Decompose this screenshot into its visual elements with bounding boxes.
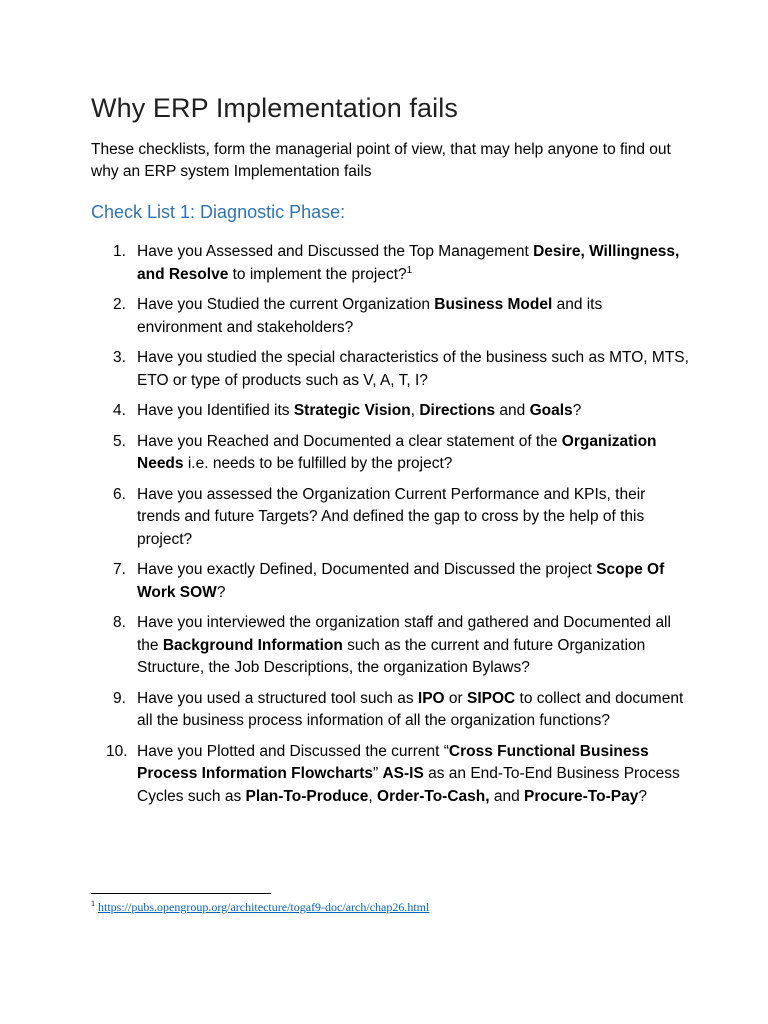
section-heading: Check List 1: Diagnostic Phase:	[91, 202, 346, 222]
checklist-item-emphasis: Procure-To-Pay	[524, 787, 639, 805]
checklist-item-text: Have you Studied the current Organization	[137, 296, 435, 313]
checklist-item-emphasis: Cross Functional Business Process Information Flowcharts	[137, 742, 649, 782]
checklist-item-text: Have you Reached and Documented a clear statement of the	[137, 432, 562, 450]
checklist-item-emphasis: Scope Of Work SOW	[137, 561, 665, 601]
checklist-item-number: 5.	[113, 432, 126, 450]
footnote-marker: 1	[91, 899, 95, 908]
checklist-item-text: to collect and document all the business process information of all the organization functions?	[137, 689, 684, 729]
checklist-item-number: 3.	[113, 349, 126, 366]
checklist-item-text: ?	[638, 787, 647, 805]
checklist-item-number: 8.	[113, 614, 126, 631]
checklist-item-text: ,	[368, 787, 378, 805]
checklist-item-text: Have you Plotted and Discussed the current “	[137, 742, 449, 760]
checklist-item-text: ?	[572, 402, 582, 419]
checklist-item-emphasis: Desire, Willingness, and Resolve	[137, 243, 680, 283]
checklist-item-emphasis: Strategic Vision	[293, 402, 411, 419]
checklist-item	[91, 484, 691, 552]
page-title: Why ERP Implementation fails	[91, 93, 458, 123]
checklist-item-emphasis: Organization Needs	[137, 432, 657, 472]
checklist-item-number: 2.	[113, 296, 126, 313]
checklist-item-number: 10.	[106, 742, 128, 760]
checklist-item-text: as an End-To-End Business Process Cycles such as	[137, 765, 680, 805]
checklist-item-emphasis: AS-IS	[382, 765, 424, 782]
checklist-item-text: and	[489, 787, 525, 805]
checklist-item-emphasis: Business Model	[434, 296, 553, 313]
checklist-item	[91, 559, 691, 604]
checklist-item-emphasis: Background Information	[162, 636, 343, 654]
footnote-separator	[91, 893, 271, 894]
checklist-item	[91, 400, 691, 423]
checklist-item-number: 4.	[113, 402, 126, 419]
checklist-item	[91, 612, 691, 680]
checklist-item	[91, 347, 691, 392]
checklist-item-text: and its environment and stakeholders?	[137, 296, 603, 336]
footnote	[91, 900, 429, 915]
intro-paragraph: These checklists, form the managerial point of view, that may help anyone to find out why an ERP system Implementation fails	[91, 141, 671, 180]
checklist-item-number: 6.	[113, 485, 126, 503]
checklist-item	[91, 294, 691, 339]
checklist-item-text: or	[444, 689, 467, 707]
checklist-item-number: 1.	[113, 243, 126, 260]
checklist-item-emphasis: Order-To-Cash,	[377, 787, 490, 805]
footnote-reference: 1	[406, 264, 413, 276]
checklist-item-text: Have you Assessed and Discussed the Top Management	[137, 243, 534, 260]
checklist-item-emphasis: Directions	[419, 402, 496, 419]
checklist-item-text: and	[495, 402, 530, 419]
checklist-item-text: Have you studied the special characteristics of the business such as MTO, MTS, ETO or type of products such as V, A, T, I?	[137, 349, 689, 389]
checklist-item-number: 7.	[113, 561, 126, 578]
checklist-item-number: 9.	[113, 689, 126, 707]
checklist-item-text: Have you assessed the Organization Current Performance and KPIs, their trends and future Targets? And defined the gap to cross by the help of this project?	[137, 485, 646, 548]
checklist-item	[91, 431, 691, 476]
checklist-item-text: Have you interviewed the organization staff and gathered and Documented all the	[137, 614, 671, 654]
checklist-item-text: Have you exactly Defined, Documented and Discussed the project	[137, 561, 597, 578]
checklist-item-text: Have you used a structured tool such as	[137, 689, 418, 707]
checklist-item-emphasis: Plan-To-Produce	[245, 787, 369, 805]
checklist-item-text: Have you Identified its	[137, 402, 294, 419]
checklist-item	[91, 241, 691, 286]
checklist-item-text: such as the current and future Organization Structure, the Job Descriptions, the organization Bylaws?	[137, 636, 646, 676]
checklist-item	[91, 741, 691, 809]
checklist-item-text: ,	[410, 402, 420, 419]
checklist-item-text: ?	[216, 583, 226, 601]
checklist-item-emphasis: Goals	[529, 402, 573, 419]
footnote-link[interactable]: https://pubs.opengroup.org/architecture/togaf9-doc/arch/chap26.html	[98, 900, 430, 914]
checklist-item-text: ”	[373, 765, 383, 782]
checklist-item-text: i.e. needs to be fulfilled by the project?	[183, 455, 453, 472]
checklist-item-emphasis: SIPOC	[467, 689, 516, 707]
checklist	[91, 241, 691, 816]
checklist-item	[91, 688, 691, 733]
checklist-item-emphasis: IPO	[417, 689, 445, 707]
checklist-item-text: to implement the project?	[228, 265, 407, 283]
